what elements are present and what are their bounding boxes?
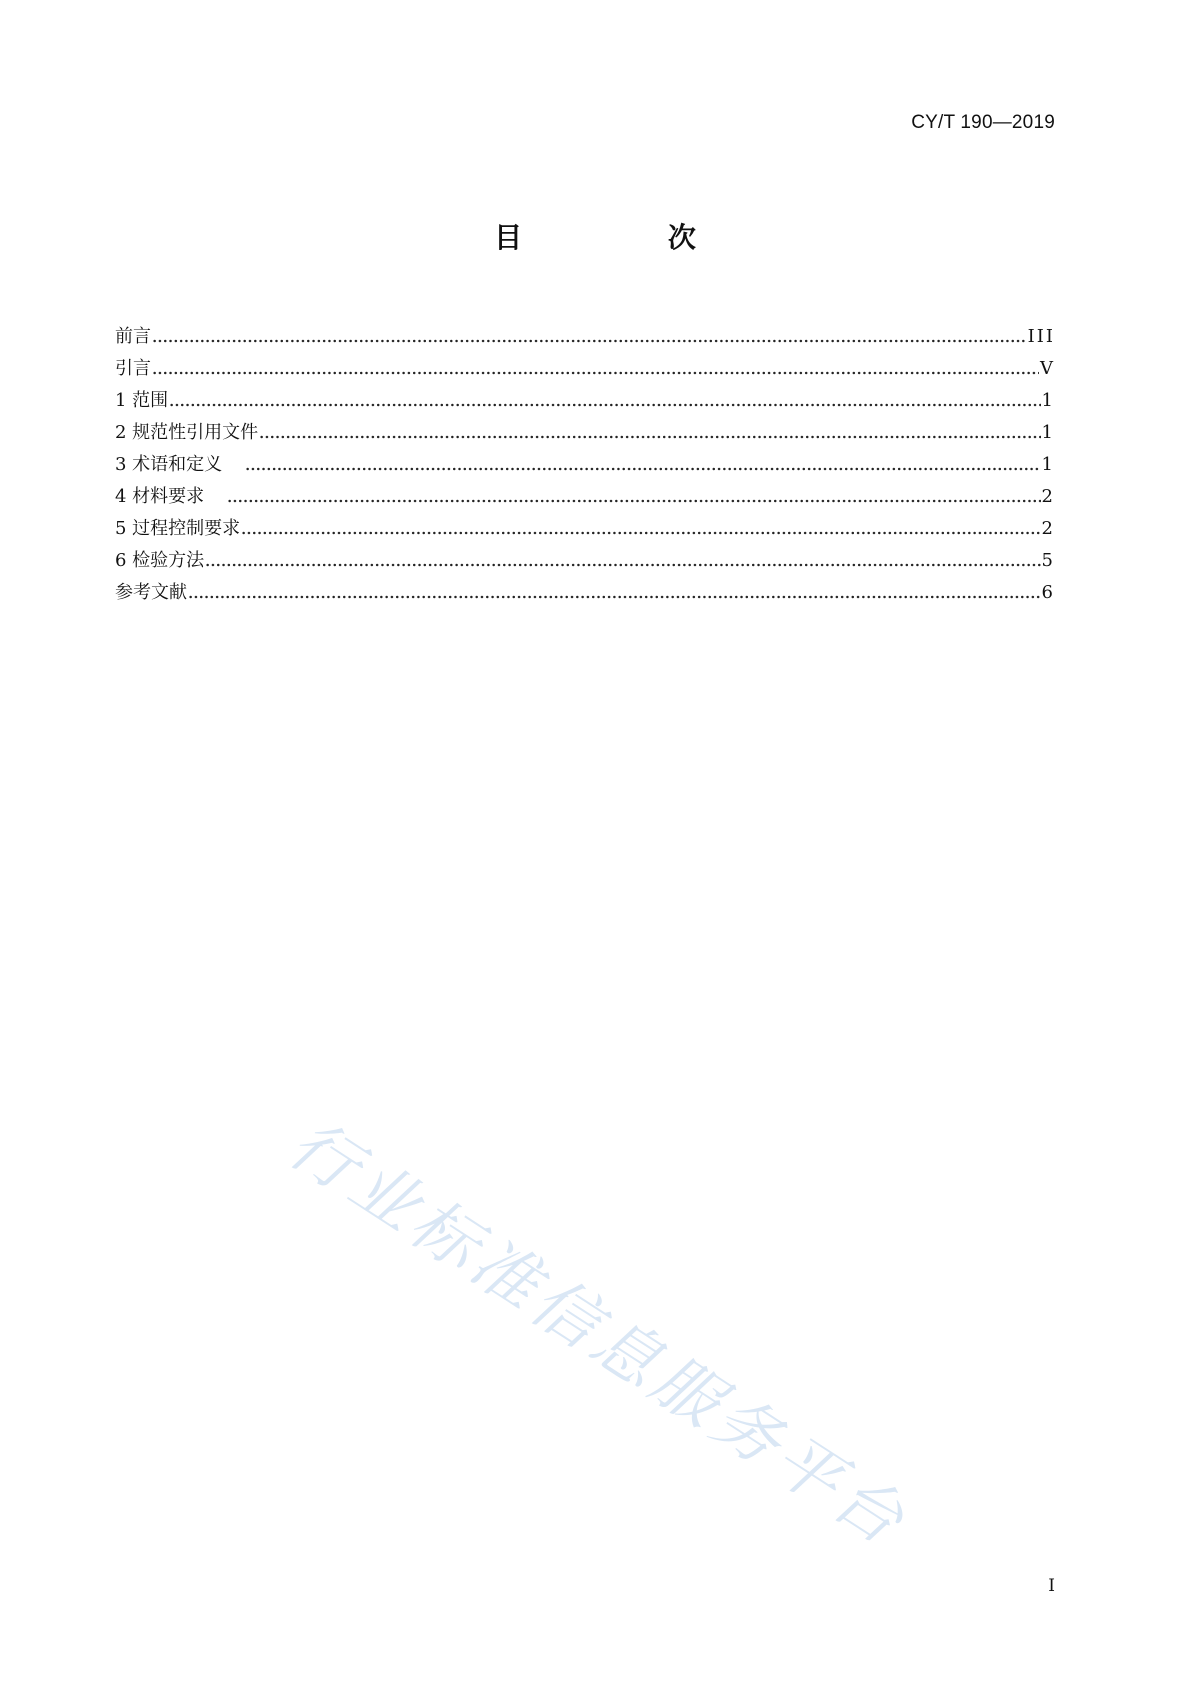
toc-entry-process-control[interactable] [115, 513, 1055, 545]
standard-code: CY/T 190—2019 [911, 112, 1055, 133]
toc-entry-page: 1 [1041, 454, 1055, 475]
toc-entry-label: 前言 [115, 326, 151, 347]
toc-dot-leader [188, 577, 1041, 609]
toc-entry-page: 2 [1041, 518, 1055, 539]
toc-dot-leader [241, 513, 1040, 545]
toc-entry-label: 2 规范性引用文件 [115, 422, 259, 443]
toc-entry-label: 参考文献 [115, 582, 187, 603]
toc-dot-leader [152, 321, 1027, 353]
toc-entry-test-methods[interactable] [115, 545, 1055, 577]
toc-entry-label: 5 过程控制要求 [115, 518, 241, 539]
toc-dot-leader [205, 545, 1040, 577]
toc-dot-leader [152, 353, 1039, 385]
toc-entry-introduction[interactable] [115, 353, 1055, 385]
toc-entry-label: 引言 [115, 358, 151, 379]
toc-entry-terms-definitions[interactable] [115, 449, 1055, 481]
table-of-contents [115, 321, 1055, 609]
toc-entry-label: 4 材料要求 [115, 486, 205, 507]
toc-entry-page: 5 [1041, 550, 1055, 571]
toc-entry-label: 6 检验方法 [115, 550, 205, 571]
watermark: 行业标准信息服务平台 [275, 1105, 922, 1562]
toc-entry-material-requirements[interactable] [115, 481, 1055, 513]
toc-entry-page: V [1040, 358, 1055, 379]
toc-entry-page: 1 [1041, 390, 1055, 411]
toc-entry-page: 2 [1041, 486, 1055, 507]
toc-entry-page: III [1027, 326, 1055, 347]
toc-entry-foreword[interactable] [115, 321, 1055, 353]
toc-entry-bibliography[interactable] [115, 577, 1055, 609]
page-number: I [1048, 1576, 1055, 1596]
toc-dot-leader [169, 385, 1040, 417]
toc-dot-leader [245, 449, 1040, 481]
toc-entry-page: 6 [1041, 582, 1055, 603]
toc-entry-normative-references[interactable] [115, 417, 1055, 449]
toc-entry-page: 1 [1041, 422, 1055, 443]
toc-dot-leader [259, 417, 1040, 449]
toc-entry-label: 3 术语和定义 [115, 454, 223, 475]
toc-entry-label: 1 范围 [115, 390, 169, 411]
page-title: 目 次 [494, 221, 764, 254]
toc-dot-leader [227, 481, 1040, 513]
toc-entry-scope[interactable] [115, 385, 1055, 417]
